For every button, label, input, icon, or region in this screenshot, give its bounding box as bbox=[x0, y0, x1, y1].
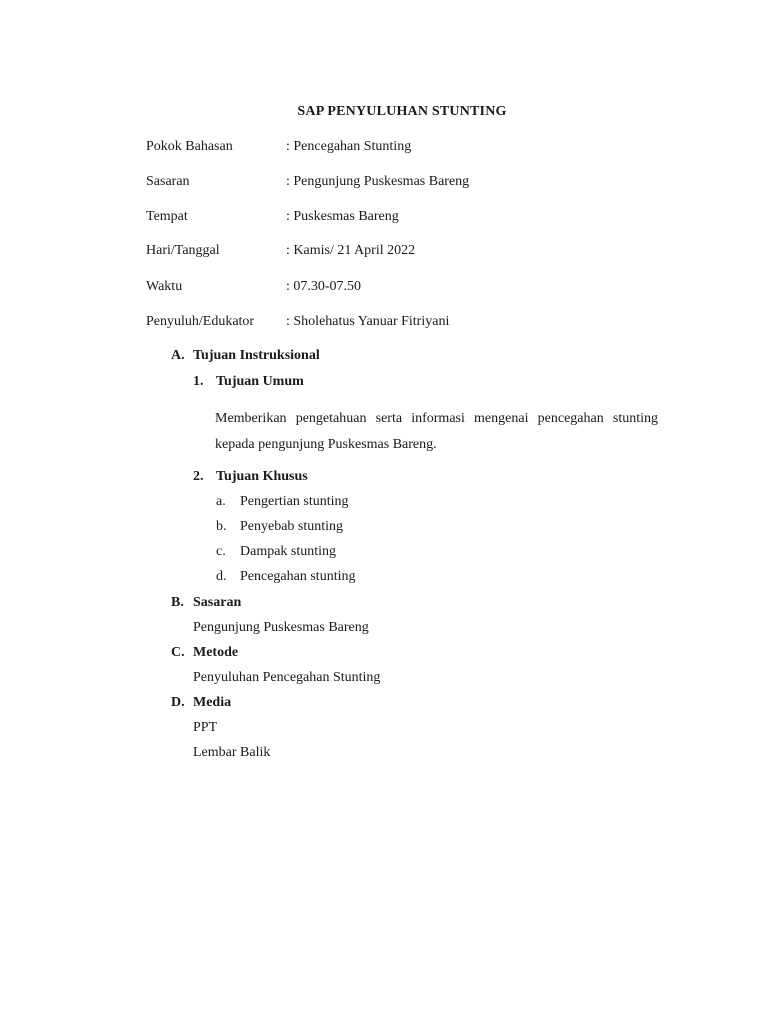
info-label-pokok-bahasan: Pokok Bahasan bbox=[146, 139, 233, 154]
info-value-pokok-bahasan: : Pencegahan Stunting bbox=[286, 139, 412, 154]
info-label-tempat: Tempat bbox=[146, 209, 188, 224]
section-a-heading: Tujuan Instruksional bbox=[193, 348, 320, 363]
document-title: SAP PENYULUHAN STUNTING bbox=[297, 104, 507, 119]
info-label-waktu: Waktu bbox=[146, 279, 183, 294]
section-c-heading: Metode bbox=[193, 645, 239, 660]
list-item-marker: b. bbox=[216, 519, 227, 534]
section-d-marker: D. bbox=[171, 695, 185, 710]
subsection-1-marker: 1. bbox=[193, 374, 204, 389]
info-label-hari-tanggal: Hari/Tanggal bbox=[146, 243, 220, 258]
list-item: Penyebab stunting bbox=[240, 519, 344, 534]
section-a-marker: A. bbox=[171, 348, 185, 363]
subsection-1-heading: Tujuan Umum bbox=[216, 374, 304, 389]
info-label-sasaran: Sasaran bbox=[146, 174, 190, 189]
section-b-line: Pengunjung Puskesmas Bareng bbox=[193, 620, 369, 635]
section-b-heading: Sasaran bbox=[193, 595, 242, 610]
list-item: Dampak stunting bbox=[240, 544, 337, 559]
tujuan-umum-paragraph: Memberikan pengetahuan serta informasi mengenai pencegahan stunting kepada pengunjung Puskesmas Bareng. bbox=[215, 411, 658, 452]
list-item-marker: a. bbox=[216, 494, 226, 509]
info-label-penyuluh: Penyuluh/Edukator bbox=[146, 314, 255, 329]
section-d-line: PPT bbox=[193, 720, 218, 735]
section-c-marker: C. bbox=[171, 645, 185, 660]
subsection-2-marker: 2. bbox=[193, 469, 204, 484]
list-item: Pengertian stunting bbox=[240, 494, 349, 509]
subsection-2-heading: Tujuan Khusus bbox=[216, 469, 308, 484]
section-c-line: Penyuluhan Pencegahan Stunting bbox=[193, 670, 381, 685]
section-d-line: Lembar Balik bbox=[193, 745, 271, 760]
list-item-marker: d. bbox=[216, 569, 227, 584]
section-d-heading: Media bbox=[193, 695, 232, 710]
info-value-tempat: : Puskesmas Bareng bbox=[286, 209, 399, 224]
info-value-hari-tanggal: : Kamis/ 21 April 2022 bbox=[286, 243, 416, 258]
info-value-waktu: : 07.30-07.50 bbox=[286, 279, 362, 294]
section-b-marker: B. bbox=[171, 595, 184, 610]
list-item-marker: c. bbox=[216, 544, 226, 559]
info-value-penyuluh: : Sholehatus Yanuar Fitriyani bbox=[286, 314, 450, 329]
info-value-sasaran: : Pengunjung Puskesmas Bareng bbox=[286, 174, 470, 189]
list-item: Pencegahan stunting bbox=[240, 569, 356, 584]
